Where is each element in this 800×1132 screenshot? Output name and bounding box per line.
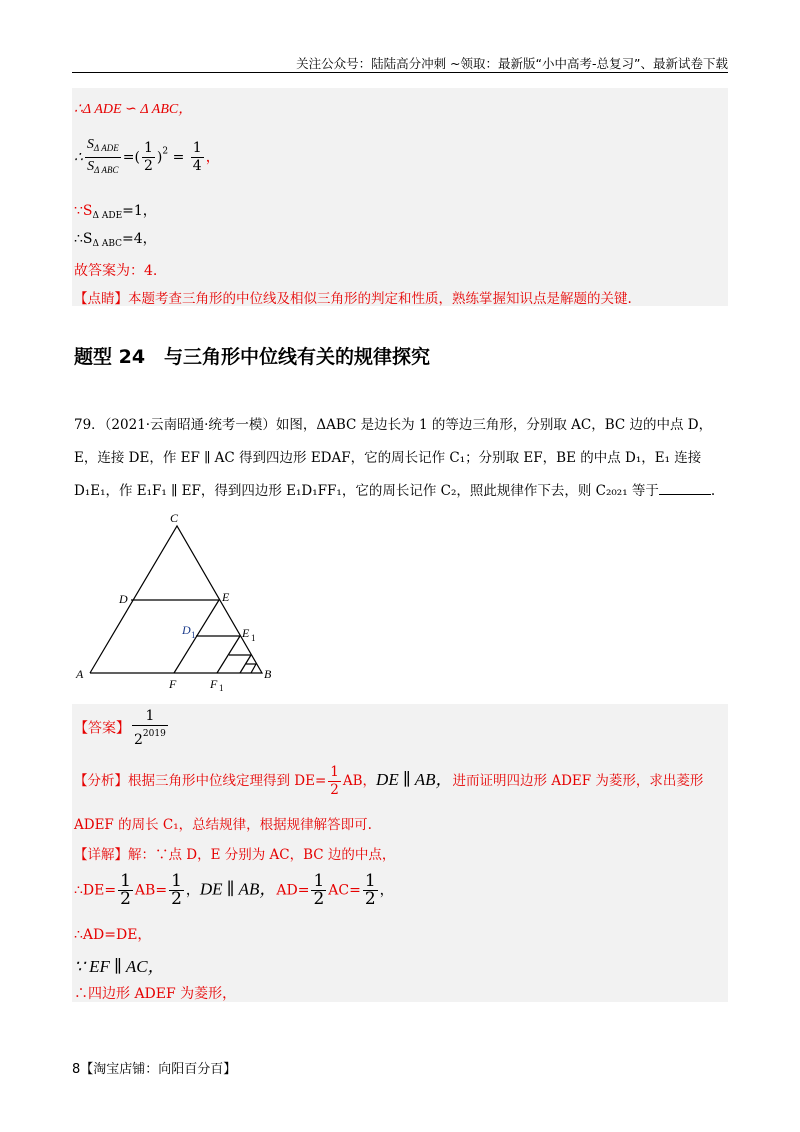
label-c: C <box>170 511 179 525</box>
detail-line-5: ∴四边形 ADEF 为菱形， <box>74 986 237 1002</box>
label-d1: D <box>182 623 191 637</box>
solution-line-3: $\because S_{\Delta ADE}=1$， <box>74 203 157 221</box>
solution-line-2: ∴ $\frac{S_{\Delta ADE}}{S_{\Delta ABC}}$ =( $\frac{1}{2}$ )$^2$ = $\frac{1}{4}$ ， <box>74 137 220 175</box>
detail-line-4: ∵ EF ∥ AC， <box>74 957 165 976</box>
segment-small-4 <box>251 664 256 673</box>
detail-line-3: ∴AD=DE， <box>74 927 152 943</box>
answer-blank <box>659 482 711 495</box>
label-e1: E <box>242 626 250 640</box>
label-e: E <box>222 590 230 604</box>
page-header: 关注公众号：陆陆高分冲刺 ~领取：最新版“小中高考-总复习”、最新试卷下载 <box>296 56 728 71</box>
problem-line-3: D₁E₁，作 E₁F₁ ∥ EF，得到四边形 E₁D₁FF₁，它的周长记作 C₂，照此规律作下去，则 C₂₀₂₁ 等于 . <box>74 483 716 499</box>
label-b: B <box>264 667 272 681</box>
solution-remark: 【点睛】本题考查三角形的中位线及相似三角形的判定和性质，熟练掌握知识点是解题的关键. <box>74 291 632 307</box>
solution-line-5: 故答案为：4. <box>74 263 158 279</box>
label-a: A <box>76 667 84 681</box>
label-d: D <box>119 592 128 606</box>
label-f1: F <box>210 677 218 691</box>
detail-line-2: ∴DE= $\frac{1}{2}$ AB= $\frac{1}{2}$ ，DE ∥ AB，AD= $\frac{1}{2}$ AC= $\frac{1}{2}$ ， <box>74 871 394 909</box>
label-d1-sub: 1 <box>191 630 196 640</box>
header-rule <box>72 72 728 73</box>
triangle-figure <box>72 508 272 693</box>
label-e1-sub: 1 <box>251 633 256 643</box>
detail-line-1: 【详解】解：∵点 D，E 分别为 AC，BC 边的中点， <box>74 847 396 863</box>
page-footer: 8【淘宝店铺：向阳百分百】 <box>72 1062 237 1077</box>
section-title: 题型 24 与三角形中位线有关的规律探究 <box>74 346 431 368</box>
problem-line-1: 79．（2021·云南昭通·统考一模）如图，ΔABC 是边长为 1 的等边三角形，分别取 AC，BC 边的中点 D， <box>74 417 713 433</box>
label-f: F <box>169 677 177 691</box>
analysis-line-2: ADEF 的周长 C₁，总结规律，根据规律解答即可. <box>74 817 372 833</box>
solution-line-4: $\therefore S_{\Delta ABC}=4$， <box>74 231 157 249</box>
solution-line-1: ∴Δ ADE ∽ Δ ABC， <box>74 102 193 117</box>
solution-block-top <box>72 88 728 306</box>
label-f1-sub: 1 <box>219 683 224 693</box>
analysis-line-1: 【分析】根据三角形中位线定理得到 DE= $\frac{1}{2}$ AB，DE ∥ AB，进而证明四边形 ADEF 为菱形，求出菱形 <box>74 764 704 798</box>
problem-line-2: E，连接 DE，作 EF ∥ AC 得到四边形 EDAF，它的周长记作 C₁；分别取 EF，BE 的中点 D₁，E₁ 连接 <box>74 450 702 466</box>
answer-line: 【答案】 $\frac{1}{2^{2019}}$ <box>74 708 166 748</box>
